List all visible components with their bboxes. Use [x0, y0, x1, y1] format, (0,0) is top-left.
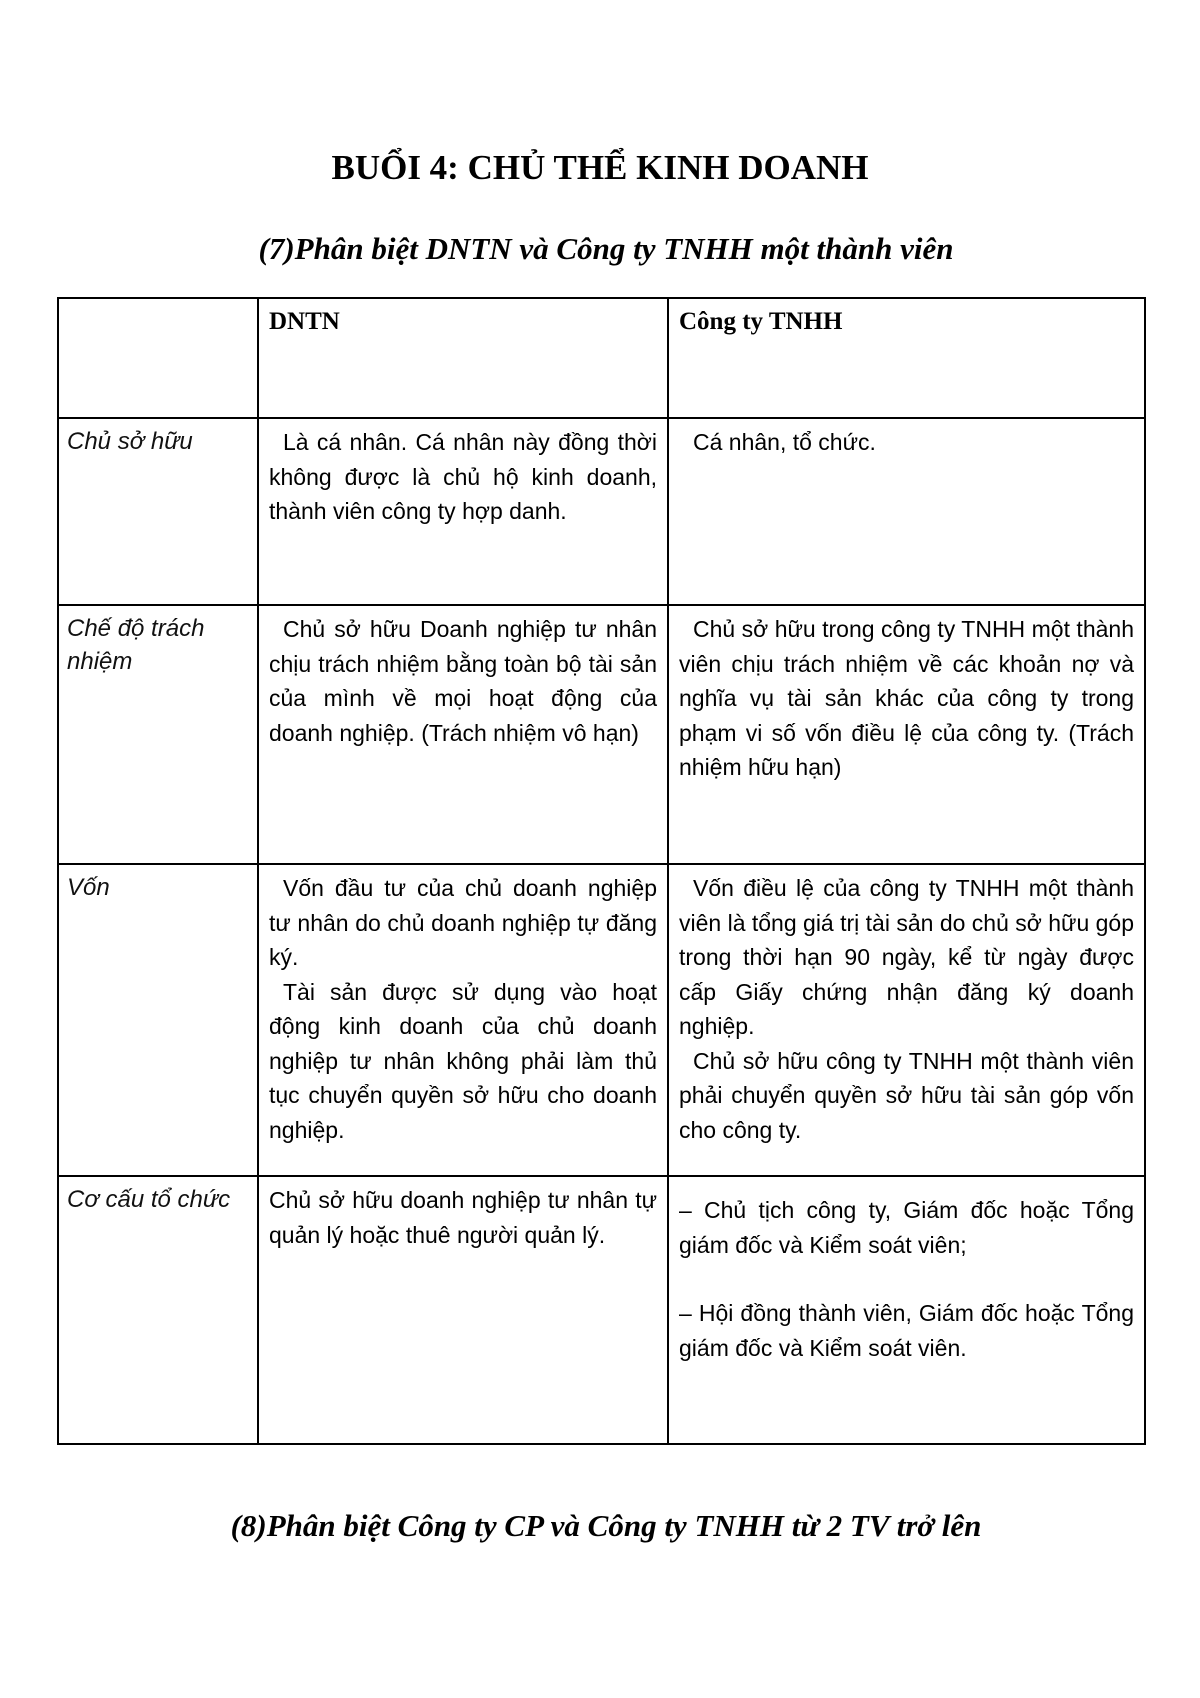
section-8-heading: (8)Phân biệt Công ty CP và Công ty TNHH từ 2 TV trở lên	[230, 1508, 982, 1543]
paragraph: Là cá nhân. Cá nhân này đồng thời không được là chủ hộ kinh doanh, thành viên công ty hợp danh.	[269, 429, 657, 524]
header-cell-empty	[58, 298, 258, 418]
paragraph: Vốn đầu tư của chủ doanh nghiệp tư nhân do chủ doanh nghiệp tự đăng ký.	[269, 875, 657, 970]
cell-dntn-che-do-trach-nhiem	[258, 605, 668, 864]
cell-tnhh-chu-so-huu	[668, 418, 1145, 605]
table-row	[58, 418, 1145, 605]
paragraph: Cá nhân, tổ chức.	[693, 429, 876, 455]
cell-dntn-von	[258, 864, 668, 1176]
paragraph: – Hội đồng thành viên, Giám đốc hoặc Tổng giám đốc và Kiểm soát viên.	[679, 1300, 1134, 1361]
paragraph: Chủ sở hữu Doanh nghiệp tư nhân chịu trách nhiệm bằng toàn bộ tài sản của mình về mọi hoạt động của doanh nghiệp. (Trách nhiệm vô hạn)	[269, 616, 657, 746]
section-7-heading: (7)Phân biệt DNTN và Công ty TNHH một thành viên	[258, 231, 954, 266]
header-cell-tnhh: Công ty TNHH	[668, 298, 1145, 418]
paragraph: Vốn điều lệ của công ty TNHH một thành viên là tổng giá trị tài sản do chủ sở hữu góp trong thời hạn 90 ngày, kể từ ngày được cấp Giấy chứng nhận đăng ký doanh nghiệp.	[679, 875, 1134, 1039]
row-label-che-do-trach-nhiem: Chế độ trách nhiệm	[58, 605, 258, 864]
cell-tnhh-von	[668, 864, 1145, 1176]
comparison-table-dntn-tnhh	[57, 297, 1146, 1445]
paragraph: Tài sản được sử dụng vào hoạt động kinh doanh của chủ doanh nghiệp tư nhân không phải làm thủ tục chuyển quyền sở hữu cho doanh nghiệp.	[269, 978, 657, 1143]
row-label-co-cau-to-chuc: Cơ cấu tổ chức	[58, 1176, 258, 1444]
table-header-row	[58, 298, 1145, 418]
header-cell-dntn: DNTN	[258, 298, 668, 418]
cell-dntn-chu-so-huu	[258, 418, 668, 605]
cell-tnhh-che-do-trach-nhiem	[668, 605, 1145, 864]
row-label-von: Vốn	[58, 864, 258, 1176]
paragraph: Chủ sở hữu công ty TNHH một thành viên phải chuyển quyền sở hữu tài sản góp vốn cho công ty.	[679, 1047, 1134, 1143]
table-row	[58, 1176, 1145, 1444]
table-row	[58, 864, 1145, 1176]
paragraph: – Chủ tịch công ty, Giám đốc hoặc Tổng giám đốc và Kiểm soát viên;	[679, 1197, 1134, 1258]
row-label-chu-so-huu: Chủ sở hữu	[58, 418, 258, 605]
paragraph: Chủ sở hữu doanh nghiệp tư nhân tự quản lý hoặc thuê người quản lý.	[269, 1187, 657, 1248]
cell-dntn-co-cau-to-chuc	[258, 1176, 668, 1444]
table-row	[58, 605, 1145, 864]
page-title: BUỔI 4: CHỦ THỂ KINH DOANH	[331, 148, 869, 187]
paragraph: Chủ sở hữu trong công ty TNHH một thành viên chịu trách nhiệm về các khoản nợ và nghĩa vụ tài sản khác của công ty trong phạm vi số vốn điều lệ của công ty. (Trách nhiệm hữu hạn)	[679, 616, 1134, 780]
cell-tnhh-co-cau-to-chuc	[668, 1176, 1145, 1444]
